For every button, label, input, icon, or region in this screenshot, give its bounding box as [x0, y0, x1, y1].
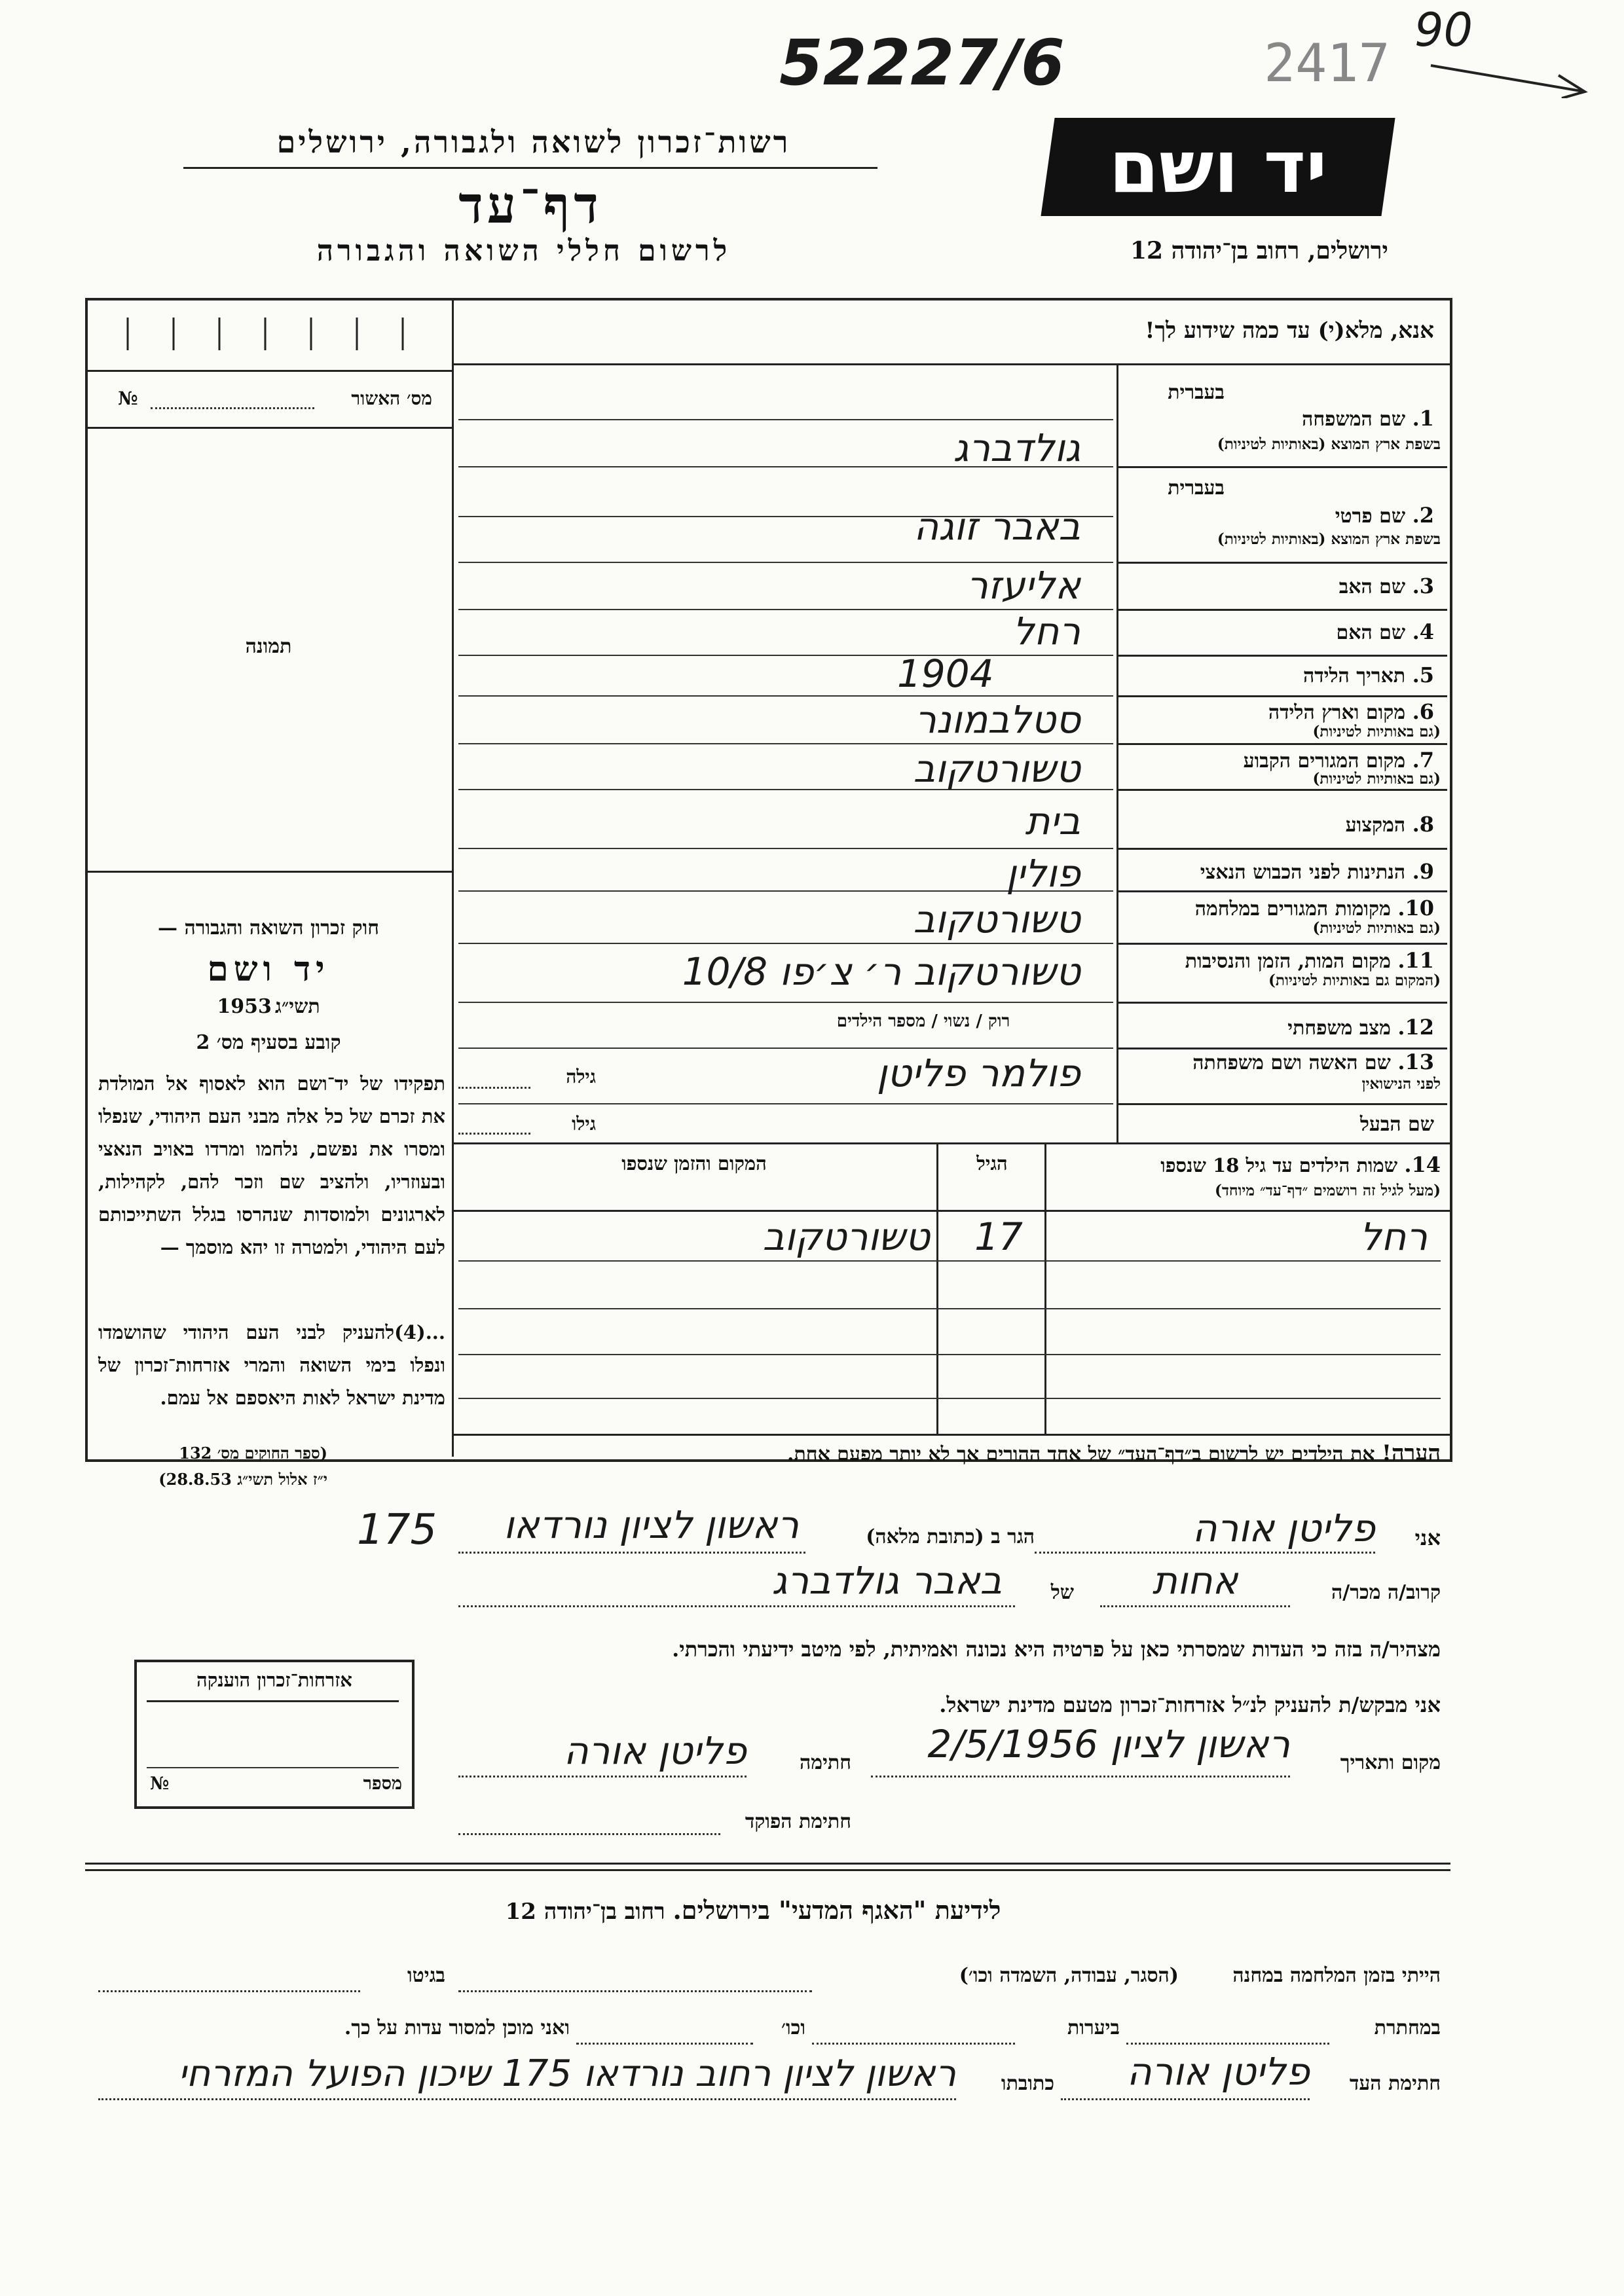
field-3-text: שם האב	[1338, 575, 1406, 598]
decl-place-date[interactable]: ראשון לציון 2/5/1956	[927, 1722, 1290, 1766]
field-6-text: מקום וארץ הלידה	[1268, 701, 1406, 724]
footer-title-row	[327, 1895, 1179, 1925]
approval-label: מס׳ האשור	[351, 388, 432, 409]
decl-signature[interactable]: פליטן אורה	[563, 1728, 747, 1773]
field-12-text: מצב משפחתי	[1287, 1017, 1391, 1040]
footer-address-label: כתובתו	[1001, 2072, 1054, 2095]
field-1-text: שם המשפחה	[1302, 408, 1406, 431]
footer-line1-c: בגיטו	[407, 1964, 445, 1987]
footer-address: רחוב בן־יהודה 12	[505, 1899, 665, 1925]
approval-no-sign: №	[118, 388, 138, 409]
field-6-num: 6.	[1412, 699, 1434, 724]
decl-signature-label: חתימה	[800, 1751, 851, 1774]
decl-of-label: של	[1050, 1581, 1074, 1604]
field-10-num: 10.	[1397, 896, 1434, 920]
field-6-label	[1126, 699, 1434, 724]
decl-relation[interactable]: אחות	[1152, 1558, 1238, 1603]
decl-officer-label: חתימת הפוקד	[745, 1810, 851, 1833]
law-text-continued: ...(4)להעניק לבני העם היהודי שהושמדו ונפלו בימי השואה והמרי אזרחות־זכרון של מדינת ישראל לאות היאספם אל עמם.	[98, 1321, 445, 1409]
field-3-label	[1126, 574, 1434, 598]
field-9-label	[1126, 859, 1434, 884]
wife-age-label: גילה	[566, 1066, 596, 1087]
yad-vashem-logo	[1041, 118, 1395, 216]
law-logo: יד ושם	[207, 949, 330, 989]
law-ref-2: י״ז אלול תשי״ג 28.8.53)	[158, 1470, 327, 1489]
field-11-label	[1126, 948, 1434, 973]
footer-line2-c: וכו׳	[781, 2016, 805, 2039]
footer-witness-sig-label: חתימת העד	[1349, 2072, 1441, 2095]
law-ref-1: (ספר החוקים מס׳ 132	[179, 1444, 327, 1463]
field-10-label	[1126, 896, 1434, 920]
field-1-side: בעברית	[1168, 381, 1225, 404]
field-8-num: 8.	[1412, 812, 1434, 837]
logo-text: יד ושם	[1109, 125, 1327, 209]
field-4-value[interactable]: רחל	[1012, 609, 1080, 653]
field-5-num: 5.	[1412, 663, 1434, 687]
field-5-text: תאריך הלידה	[1302, 665, 1406, 687]
child-row-1-age[interactable]: 17	[974, 1214, 1023, 1259]
children-place-header: המקום והזמן שנספו	[621, 1152, 767, 1175]
decl-address[interactable]: ראשון לציון נורדאו	[503, 1503, 799, 1547]
field-7-label	[1126, 748, 1434, 773]
field-12-num: 12.	[1397, 1015, 1434, 1040]
citizenship-title: אזרחות־זכרון הוענקה	[196, 1669, 352, 1691]
field-10-sub: (גם באותיות לטיניות)	[1312, 919, 1441, 937]
child-row-1-place[interactable]: טשורטקוב	[762, 1214, 930, 1259]
tick-marks	[101, 314, 442, 354]
field-7-text: מקום המגורים הקבוע	[1243, 750, 1406, 773]
field-5-value[interactable]: 1904	[897, 651, 994, 696]
husband-age-label: גילו	[572, 1113, 596, 1135]
field-3-num: 3.	[1412, 574, 1434, 598]
footer-line1-b: (הסגר, עבודה, השמדה וכו׳)	[959, 1964, 1179, 1987]
citizenship-no-sign: №	[150, 1774, 170, 1794]
photo-label: תמונה	[245, 635, 292, 658]
field-12-sub: רוק / נשוי / מספר הילדים	[836, 1011, 1010, 1031]
field-13-sub: לפני הנישואין	[1361, 1075, 1441, 1093]
field-2-num: 2.	[1412, 503, 1434, 528]
field-2-sub: בשפת ארץ המוצא (באותיות לטיניות)	[1217, 530, 1441, 548]
field-9-num: 9.	[1412, 859, 1434, 884]
footer-witness-sig[interactable]: פליטן אורה	[1126, 2049, 1310, 2094]
decl-place-date-label: מקום ותאריך	[1340, 1751, 1441, 1774]
note-label: הערה!	[1382, 1440, 1441, 1467]
field-13-value[interactable]: פולמר פליטן	[876, 1051, 1080, 1095]
field-7-num: 7.	[1412, 748, 1434, 773]
children-sub: (מעל לגיל זה רושמים ״דף־עד״ מיוחד)	[1214, 1182, 1441, 1199]
child-row-1-name[interactable]: רחל	[1359, 1214, 1428, 1259]
footer-witness-address[interactable]: ראשון לציון רחוב נורדאו 175 שיכון הפועל המזרחי	[178, 2052, 956, 2095]
law-year: 1953	[217, 995, 272, 1018]
decl-lives-in: הגר ב (כתובת מלאה)	[866, 1525, 1035, 1548]
field-4-text: שם האם	[1336, 621, 1406, 644]
header-address: ירושלים, רחוב בן־יהודה 12	[1130, 237, 1388, 264]
field-1-label	[1126, 406, 1434, 431]
authority-name: רשות־זכרון לשואה ולגבורה, ירושלים	[276, 124, 791, 160]
field-4-label	[1126, 619, 1434, 644]
field-12-label	[1126, 1015, 1434, 1040]
law-title: חוק זכרון השואה והגבורה —	[158, 917, 379, 939]
field-6-sub: (גם באותיות לטיניות)	[1312, 723, 1441, 740]
field-10-value[interactable]: טשורטקוב	[913, 897, 1080, 941]
faint-stamp-number: 2417	[1264, 33, 1390, 94]
footer-line1-a: הייתי בזמן המלחמה במחנה	[1232, 1964, 1441, 1987]
field-1-sub: בשפת ארץ המוצא (באותיות לטיניות)	[1217, 435, 1441, 453]
husband-label: שם הבעל	[1359, 1113, 1434, 1136]
decl-of-name[interactable]: באבר גולדברג	[771, 1558, 1002, 1603]
archive-number: 52227/6	[779, 26, 1065, 100]
citizenship-number-label: מספר	[363, 1774, 402, 1794]
corner-arrow-mark	[1428, 39, 1598, 98]
field-1-value[interactable]: גולדברג	[953, 426, 1080, 470]
note-text: את הילדים יש לרשום ב״דף־העד״ של אחד ההורים אך לא יותר מפעם אחת.	[786, 1443, 1375, 1466]
tick-marks-svg	[101, 314, 442, 354]
children-text: שמות הילדים עד גיל 18 שנספו	[1160, 1154, 1398, 1176]
field-7-sub: (גם באותיות לטיניות)	[1312, 770, 1441, 788]
field-10-text: מקומות המגורים במלחמה	[1194, 898, 1391, 920]
field-4-num: 4.	[1412, 619, 1434, 644]
children-label	[1051, 1152, 1441, 1177]
decl-relative-label: קרוב/ה מכר/ה	[1331, 1581, 1441, 1604]
note-row	[465, 1440, 1441, 1467]
decl-request-text: אני מבקש/ת להעניק לנ״ל אזרחות־זכרון מטעם מדינת ישראל.	[939, 1692, 1441, 1717]
field-11-text: מקום המות, הזמן והנסיבות	[1185, 950, 1391, 973]
footer-title: לידיעת "האגף המדעי" בירושלים.	[673, 1895, 1001, 1925]
document-title: דף־עד	[458, 175, 602, 235]
field-13-label	[1126, 1049, 1434, 1074]
field-13-text: שם האשה ושם משפחתה	[1192, 1051, 1391, 1074]
field-2-label	[1126, 503, 1434, 528]
decl-ani: אני	[1414, 1525, 1441, 1550]
field-8-value[interactable]: בית	[1025, 799, 1080, 843]
decl-house-no[interactable]: 175	[357, 1506, 437, 1554]
field-1-num: 1.	[1412, 406, 1434, 431]
footer-line2-a: במחתרת	[1374, 2016, 1441, 2039]
decl-name[interactable]: פליטן אורה	[1192, 1506, 1375, 1550]
children-num: 14.	[1404, 1152, 1441, 1177]
corner-number: 90	[1414, 3, 1473, 57]
field-3-value[interactable]: אליעזר	[967, 563, 1080, 608]
footer-line2-b: ביערות	[1067, 2016, 1120, 2039]
field-8-label	[1126, 812, 1434, 837]
field-8-text: המקצוע	[1345, 814, 1406, 837]
law-clause: קובע בסעיף מס׳ 2	[196, 1031, 341, 1054]
field-11-sub: (המקום גם באותיות לטיניות)	[1268, 972, 1441, 989]
citizenship-box	[134, 1660, 415, 1809]
field-11-value[interactable]: טשורטקוב ר׳ צ׳פו 10/8	[682, 949, 1080, 994]
field-2-text: שם פרטי	[1335, 505, 1406, 528]
field-7-value[interactable]: טשורטקוב	[913, 746, 1080, 791]
field-5-label	[1126, 663, 1434, 687]
children-age-header: הגיל	[976, 1152, 1008, 1175]
field-2-side-text: בעברית	[1168, 477, 1225, 500]
decl-declare-text: מצהיר/ה בזה כי העדות שמסרתי כאן על פרטיה היא נכונה ואמיתית, לפי מיטב ידיעתי והכרתי.	[672, 1637, 1441, 1662]
document-subtitle: לרשום חללי השואה והגבורה	[316, 234, 731, 268]
field-13-num: 13.	[1397, 1049, 1434, 1074]
field-9-text: הנתינות לפני הכבוש הנאצי	[1200, 861, 1406, 884]
law-year-block	[92, 995, 445, 1018]
field-2-value[interactable]: באבר זוגה	[913, 504, 1080, 549]
footer-line2-d: ואני מוכן למסור עדות על כך.	[344, 2016, 570, 2039]
law-text: תפקידו של יד־ושם הוא לאסוף אל המולדת את זכרם של כל אלה מבני העם היהודי, שנפלו ומסרו את נפשם, נלחמו ומרדו באויב הנאצי ובעוזריו, ולהציב שם וזכר להם, לקהילות, לארגונים ולמוסדות שנהרסו בגלל השתייכותם לעם היהודי, ולמטרה זו יהא מוסמך —	[98, 1072, 445, 1258]
field-11-num: 11.	[1397, 948, 1434, 973]
field-6-value[interactable]: סטלבמונר	[915, 697, 1080, 742]
field-9-value[interactable]: פולין	[1006, 851, 1080, 896]
law-year-heb: תשי״ג	[274, 995, 320, 1018]
intro-instruction: אנא, מלא(י) עד כמה שידוע לך!	[1145, 318, 1434, 344]
